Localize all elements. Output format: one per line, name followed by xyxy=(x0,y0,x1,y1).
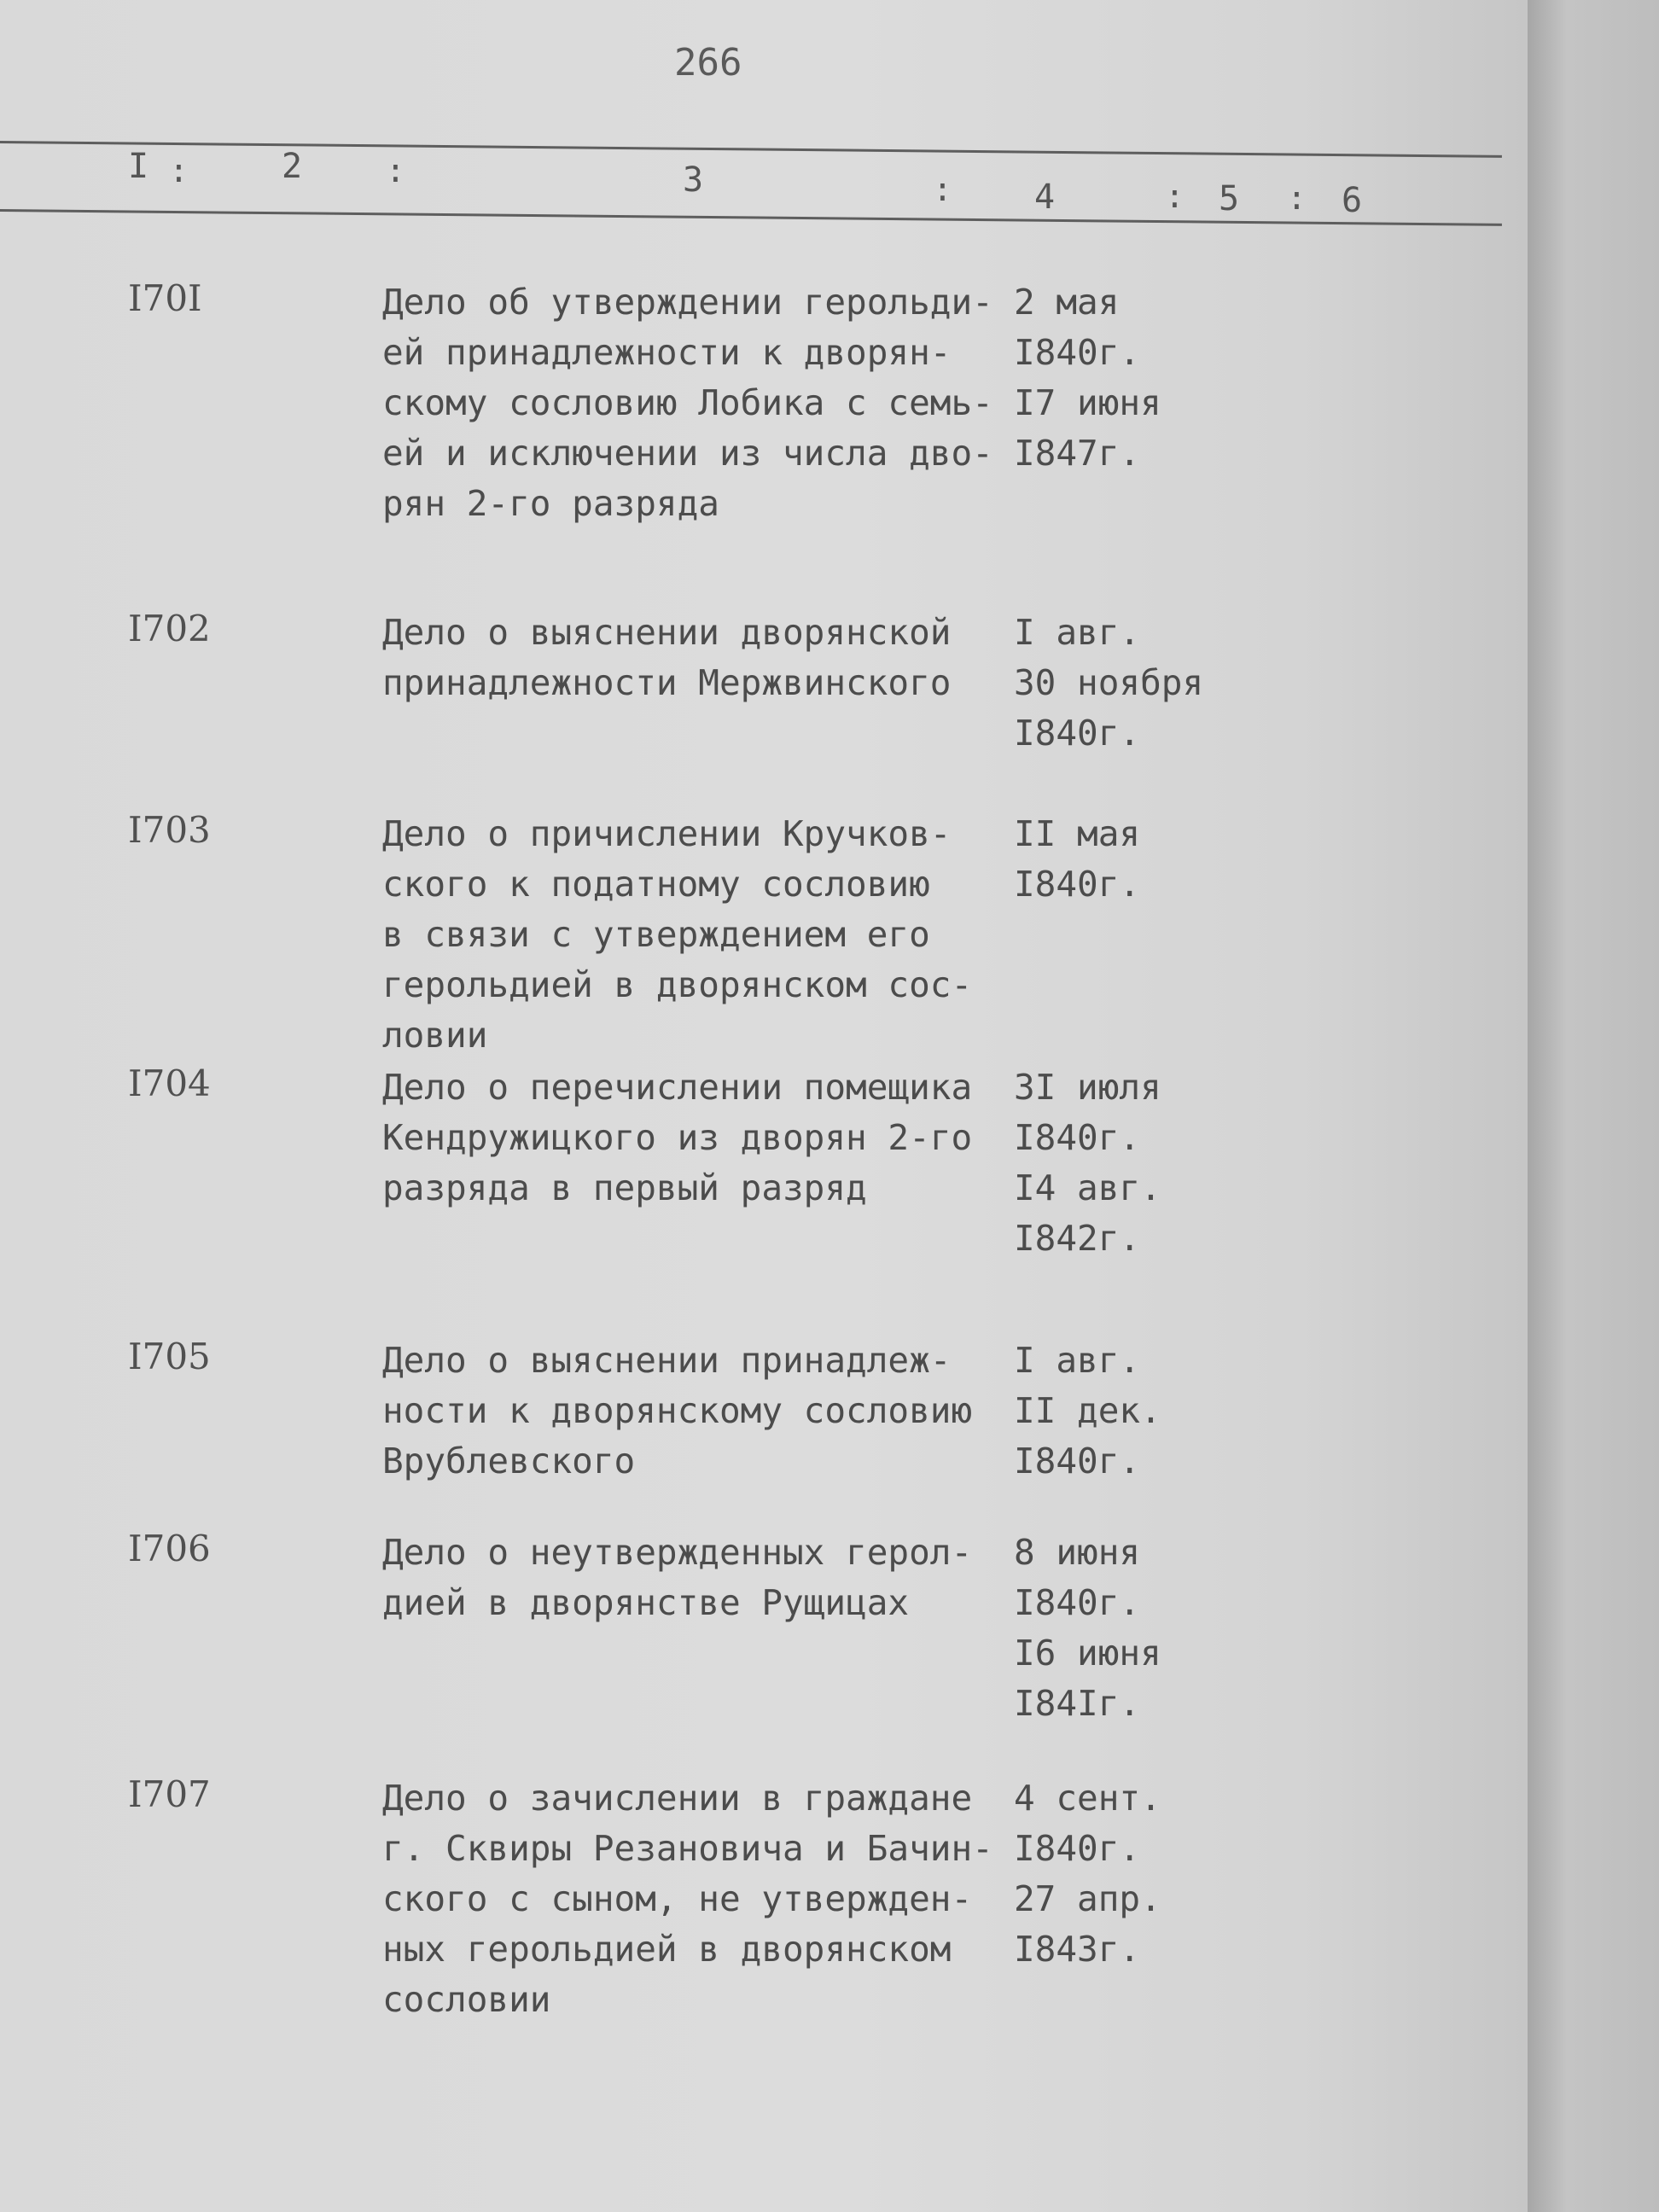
entry-number: I702 xyxy=(128,608,211,649)
entry-description: Дело о перечислении помещика Кендружицкого из дворян 2-го разряда в первый разряд xyxy=(382,1067,973,1208)
column-header-1: I xyxy=(128,147,149,186)
entry-number: I706 xyxy=(128,1528,211,1569)
column-separator: : xyxy=(1287,179,1307,217)
entry-number: I705 xyxy=(128,1336,211,1377)
column-header-3: 3 xyxy=(683,160,704,200)
column-separator: : xyxy=(386,152,405,189)
column-header-2: 2 xyxy=(282,147,303,186)
page-number: 266 xyxy=(674,41,742,84)
column-separator: : xyxy=(933,171,952,208)
entry-dates: 8 июня I840г. I6 июня I84Iг. xyxy=(1014,1532,1161,1724)
entry-number: I70I xyxy=(128,277,202,319)
entry-dates: I авг. 30 ноября I840г. xyxy=(1014,612,1204,754)
entry-description: Дело о выяснении дворянской принадлежности Мержвинского xyxy=(382,612,952,703)
column-separator: : xyxy=(1165,178,1185,215)
page-edge-shadow xyxy=(1528,0,1659,2212)
entry-dates: 3I июля I840г. I4 авг. I842г. xyxy=(1014,1067,1161,1259)
column-header-4: 4 xyxy=(1034,178,1056,217)
entry-number: I703 xyxy=(128,809,211,851)
entry-description: Дело об утверждении герольди- ей принадлежности к дворян- скому сословию Лобика с семь- ей и исключении из числа дво- рян 2-го разряда xyxy=(382,282,993,524)
entry-dates: II мая I840г. xyxy=(1014,813,1141,905)
entry-dates: I авг. II дек. I840г. xyxy=(1014,1340,1161,1481)
entry-number: I704 xyxy=(128,1062,211,1104)
entry-description: Дело о причислении Кручков- ского к податному сословию в связи с утверждением его герольдией в дворянском сос- ловии xyxy=(382,813,973,1056)
entry-dates: 2 мая I840г. I7 июня I847г. xyxy=(1014,282,1161,474)
entry-description: Дело о неутвержденных герол- дией в дворянстве Рущицах xyxy=(382,1532,973,1623)
entry-number: I707 xyxy=(128,1773,211,1815)
header-rule-top xyxy=(0,141,1502,158)
column-header-5: 5 xyxy=(1219,179,1240,218)
column-separator: : xyxy=(169,152,189,189)
entry-description: Дело о зачислении в граждане г. Сквиры Резановича и Бачин- ского с сыном, не утвержден- ных герольдией в дворянском сословии xyxy=(382,1778,993,2020)
entry-dates: 4 сент. I840г. 27 апр. I843г. xyxy=(1014,1778,1161,1970)
header-rule-bottom xyxy=(0,209,1502,226)
entry-description: Дело о выяснении принадлеж- ности к дворянскому сословию Врублевского xyxy=(382,1340,973,1481)
column-header-6: 6 xyxy=(1342,181,1363,220)
